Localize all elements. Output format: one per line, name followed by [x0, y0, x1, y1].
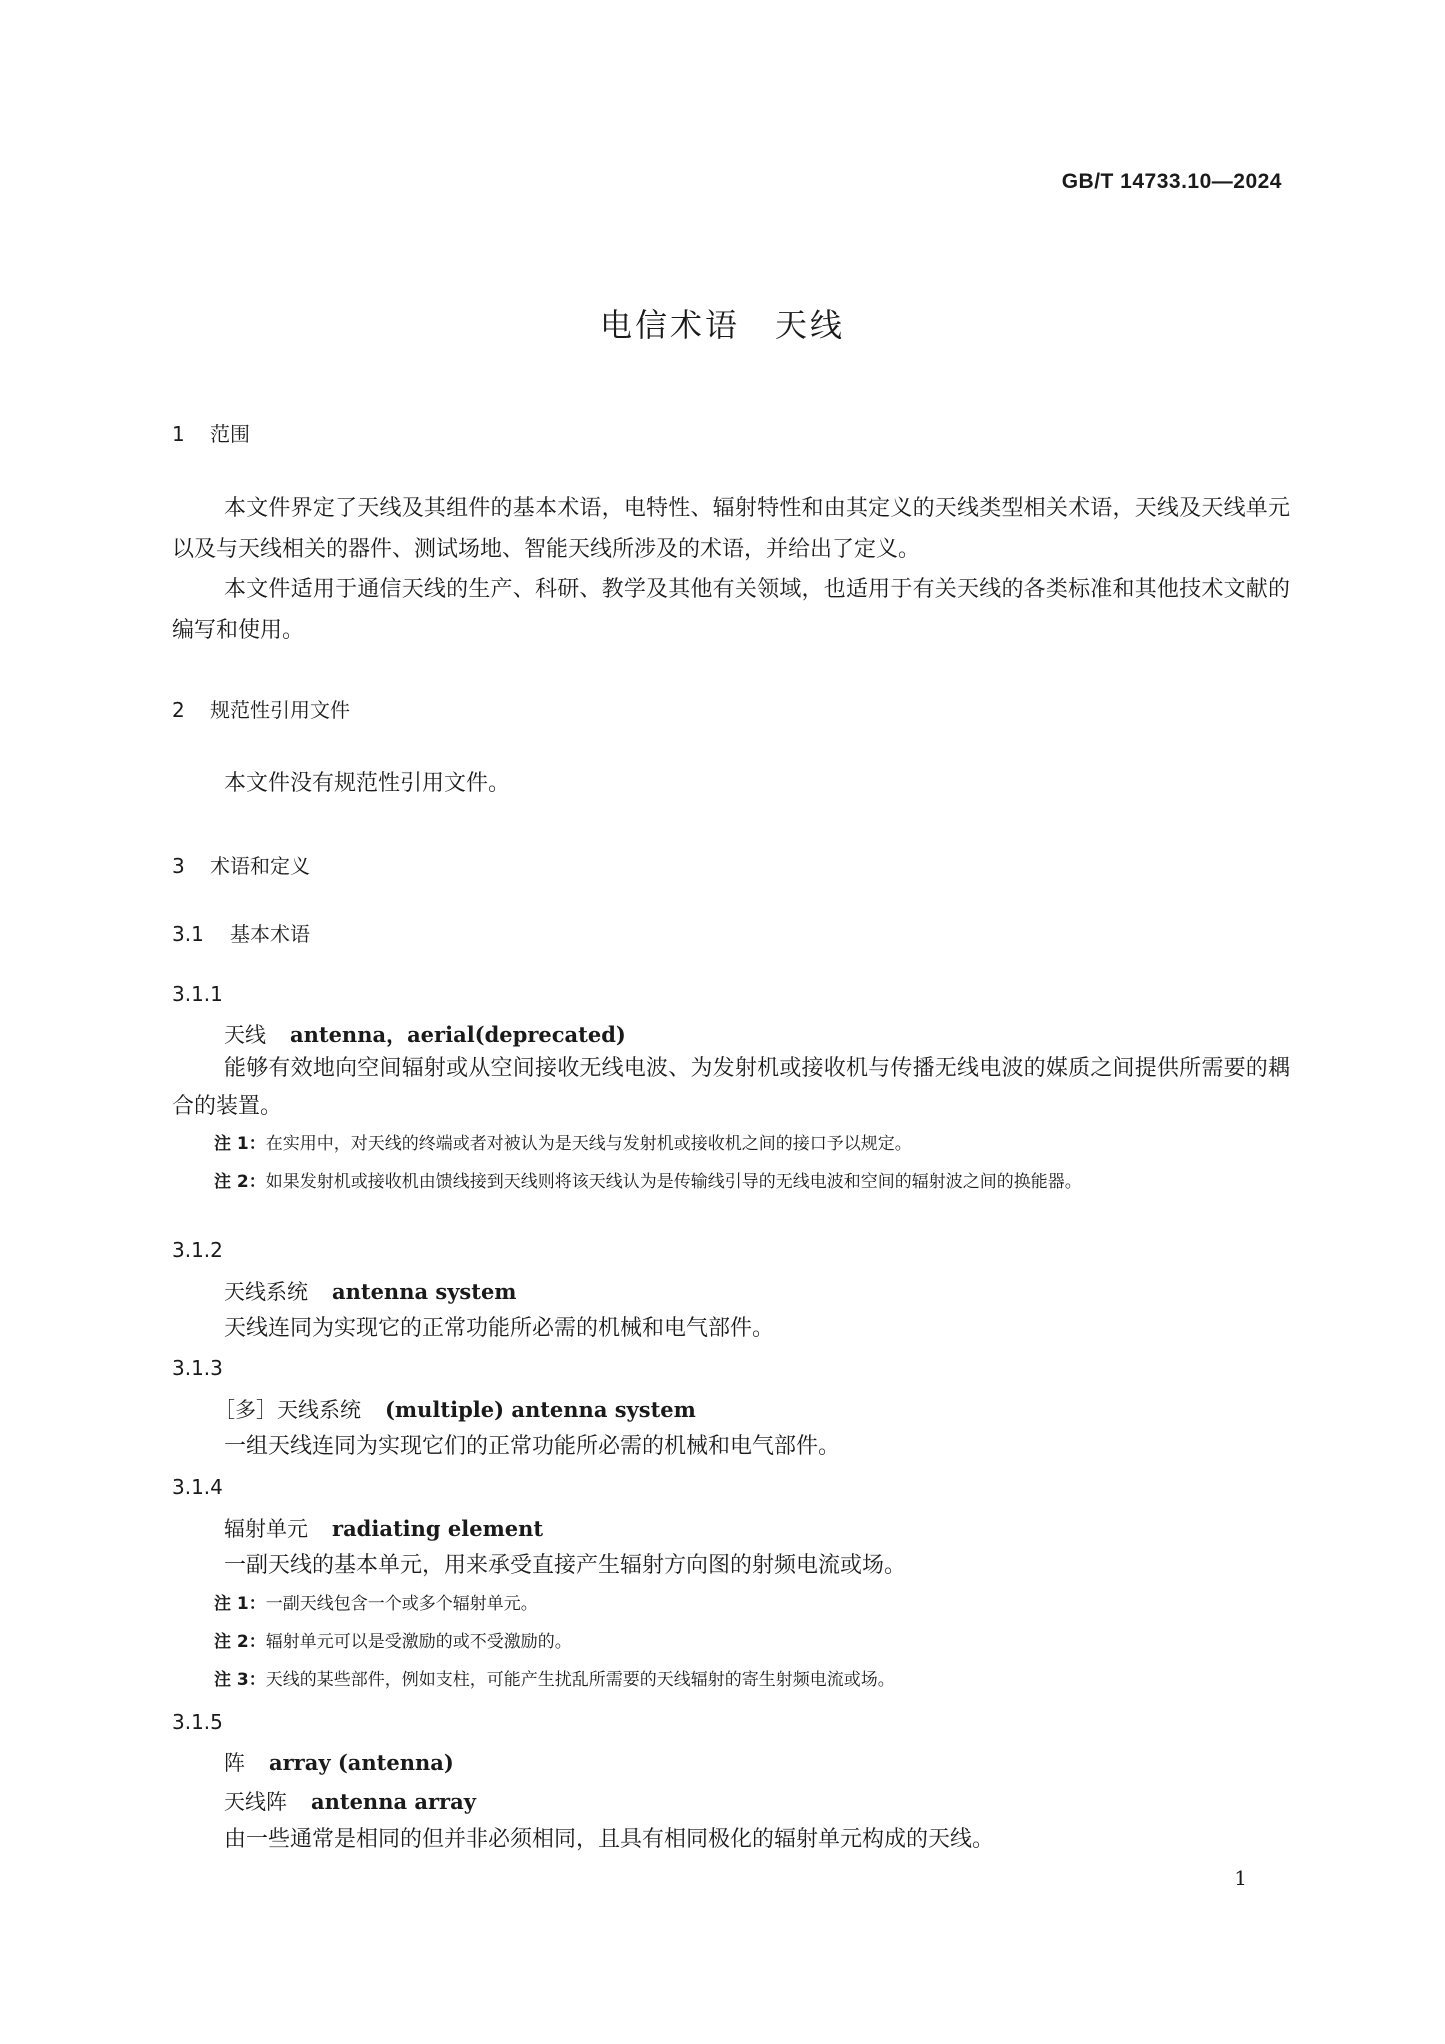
section-title: 范围 — [210, 422, 250, 446]
term-number: 3.1.5 — [172, 1710, 223, 1734]
section-title: 规范性引用文件 — [210, 698, 350, 722]
term-definition: 一组天线连同为实现它们的正常功能所必需的机械和电气部件。 — [224, 1434, 841, 1459]
note-label: 注 3： — [214, 1670, 266, 1690]
scope-paragraph-2: 本文件适用于通信天线的生产、科研、教学及其他有关领域，也适用于有关天线的各类标准和其他技术文献的编写和使用。 — [172, 577, 1290, 643]
term-zh: 天线阵 — [224, 1790, 287, 1814]
note-label: 注 1： — [214, 1134, 266, 1154]
note-label: 注 2： — [214, 1632, 266, 1652]
term-entry — [214, 1394, 696, 1424]
term-definition: 能够有效地向空间辐射或从空间接收无线电波、为发射机或接收机与传播无线电波的媒质之间提供所需要的耦合的装置。 — [172, 1056, 1290, 1119]
section-title: 术语和定义 — [210, 854, 310, 878]
section-number: 1 — [172, 422, 185, 446]
term-note — [214, 1664, 1290, 1696]
term-en: radiating element — [332, 1516, 544, 1541]
term-number: 3.1.1 — [172, 982, 223, 1006]
references-paragraph: 本文件没有规范性引用文件。 — [224, 771, 511, 796]
subsection-number: 3.1 — [172, 922, 204, 946]
term-en: antenna array — [311, 1789, 476, 1814]
section-number: 2 — [172, 698, 185, 722]
term-entry — [224, 1019, 626, 1049]
section-heading-normative-references — [172, 694, 350, 723]
term-zh: 天线系统 — [224, 1280, 308, 1304]
term-en: (multiple) antenna system — [385, 1397, 696, 1422]
term-en: antenna，aerial(deprecated) — [290, 1022, 626, 1047]
note-label: 注 2： — [214, 1172, 266, 1192]
term-en: antenna system — [332, 1279, 517, 1304]
section-heading-scope — [172, 418, 250, 447]
note-text: 在实用中，对天线的终端或者对被认为是天线与发射机或接收机之间的接口予以规定。 — [265, 1134, 912, 1154]
subsection-heading-basic-terms — [172, 918, 310, 947]
section-heading-terms — [172, 850, 310, 879]
page-number: 1 — [1234, 1866, 1247, 1890]
term-note — [214, 1588, 1290, 1620]
note-text: 天线的某些部件，例如支柱，可能产生扰乱所需要的天线辐射的寄生射频电流或场。 — [265, 1670, 895, 1690]
subsection-title: 基本术语 — [230, 922, 310, 946]
note-text: 如果发射机或接收机由馈线接到天线则将该天线认为是传输线引导的无线电波和空间的辐射波之间的换能器。 — [265, 1172, 1082, 1192]
term-entry — [224, 1276, 517, 1306]
term-zh: 天线 — [224, 1023, 266, 1047]
term-entry — [224, 1513, 543, 1543]
note-label: 注 1： — [214, 1594, 266, 1614]
term-entry — [224, 1747, 454, 1777]
term-note — [214, 1166, 1290, 1198]
term-zh: ［多］天线系统 — [214, 1398, 361, 1422]
term-definition: 天线连同为实现它的正常功能所必需的机械和电气部件。 — [224, 1316, 775, 1341]
term-definition: 由一些通常是相同的但并非必须相同，且具有相同极化的辐射单元构成的天线。 — [224, 1827, 995, 1852]
term-entry-synonym — [224, 1786, 476, 1816]
note-text: 辐射单元可以是受激励的或不受激励的。 — [265, 1632, 572, 1652]
section-number: 3 — [172, 854, 185, 878]
term-note — [214, 1128, 1290, 1160]
term-number: 3.1.3 — [172, 1356, 223, 1380]
scope-paragraph-1: 本文件界定了天线及其组件的基本术语，电特性、辐射特性和由其定义的天线类型相关术语，天线及天线单元以及与天线相关的器件、测试场地、智能天线所涉及的术语，并给出了定义。 — [172, 496, 1290, 562]
term-zh: 辐射单元 — [224, 1517, 308, 1541]
note-text: 一副天线包含一个或多个辐射单元。 — [265, 1594, 538, 1614]
term-zh: 阵 — [224, 1751, 245, 1775]
term-definition: 一副天线的基本单元，用来承受直接产生辐射方向图的射频电流或场。 — [224, 1553, 907, 1578]
document-title: 电信术语 天线 — [599, 306, 845, 344]
term-number: 3.1.2 — [172, 1238, 223, 1262]
term-en: array (antenna) — [269, 1750, 454, 1775]
standard-number: GB/T 14733.10—2024 — [1061, 170, 1282, 193]
term-number: 3.1.4 — [172, 1475, 223, 1499]
term-note — [214, 1626, 1290, 1658]
